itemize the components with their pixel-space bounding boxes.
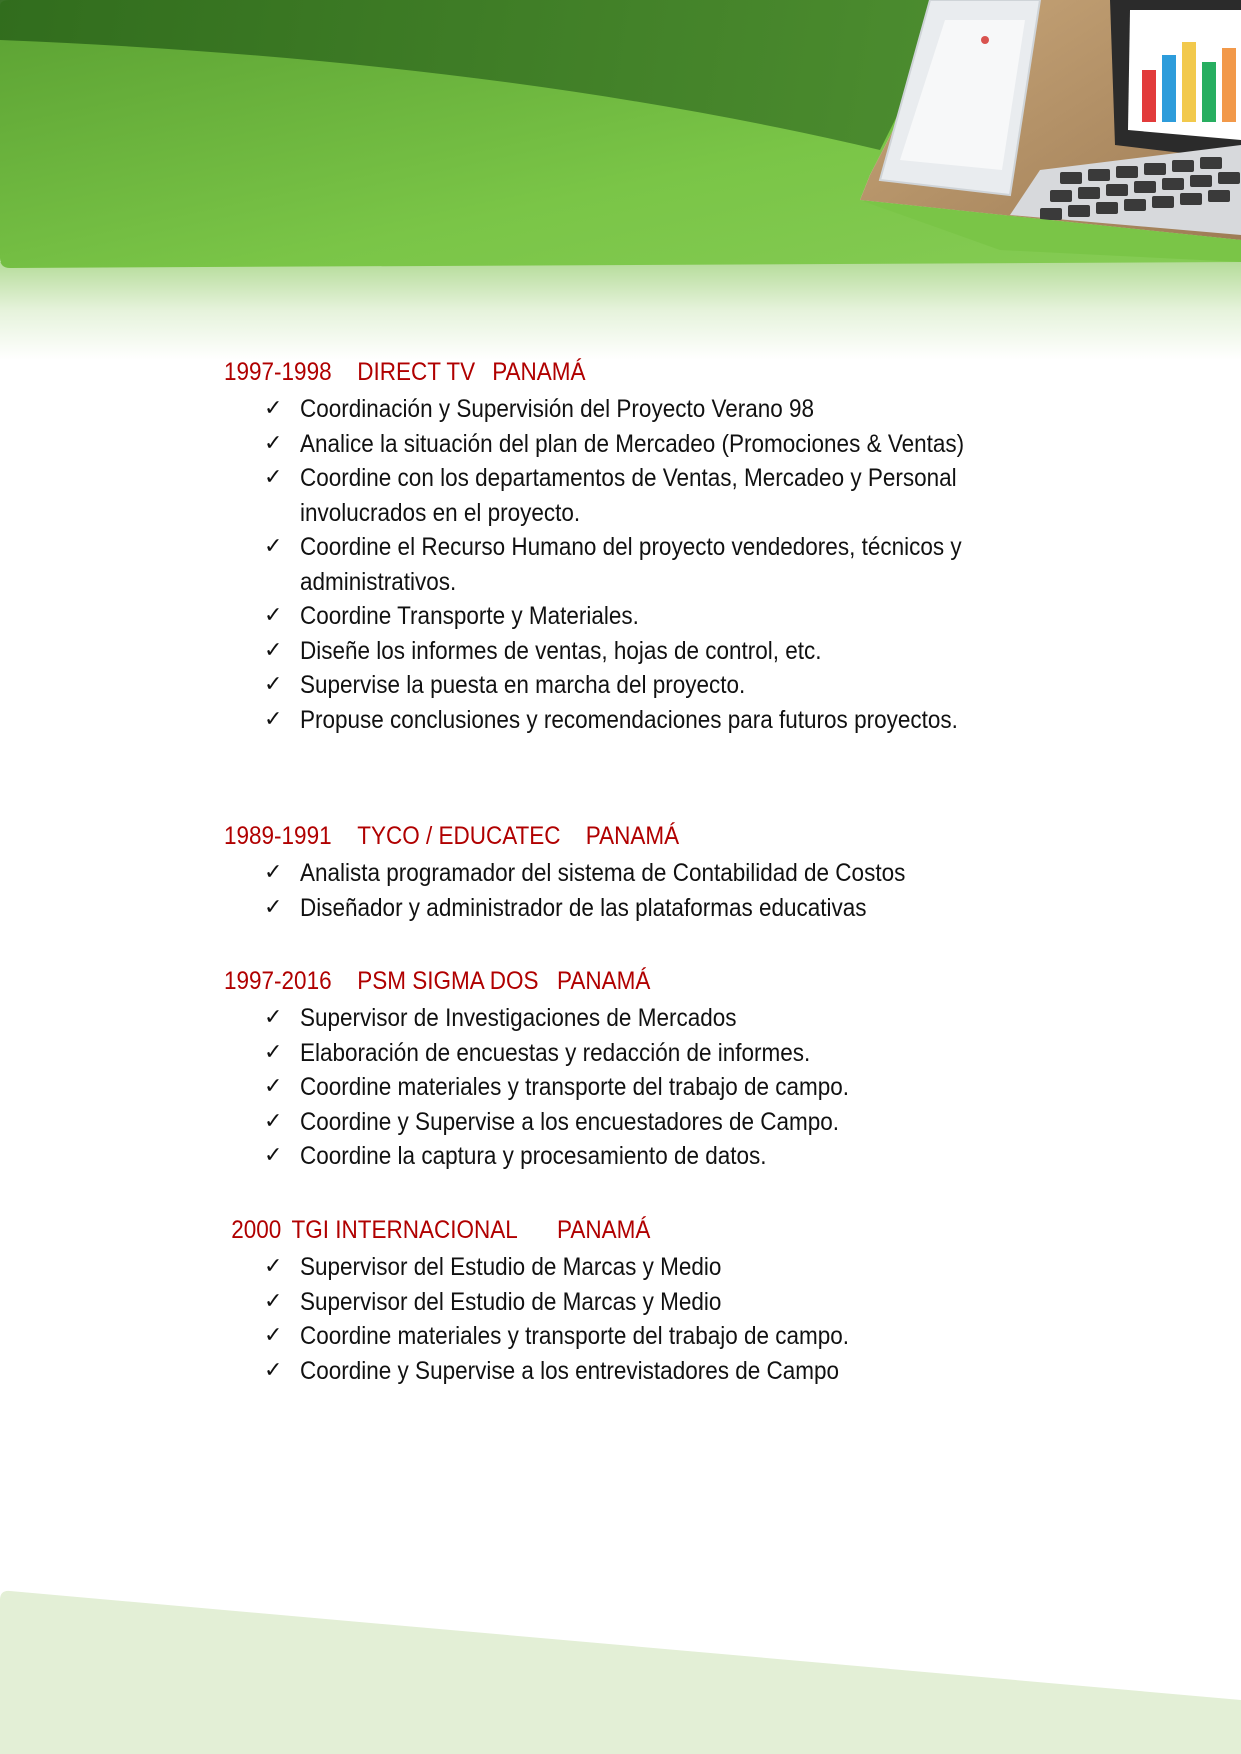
section-location: PANAMÁ [557,1216,651,1244]
list-item: ✓ Diseñador y administrador de las plataformas educativas [224,891,1124,926]
bullet-list [224,392,1124,737]
footer-band [0,1590,1241,1754]
checkmark-icon: ✓ [264,1108,283,1134]
section-year: 1989-1991 [224,822,332,850]
section-company: TGI INTERNACIONAL [291,1216,518,1244]
section-location: PANAMÁ [557,967,651,995]
checkmark-icon: ✓ [264,1074,283,1099]
list-item: ✓ Propuse conclusiones y recomendaciones para futuros proyectos. [224,703,1124,738]
section-company: PSM SIGMA DOS [357,967,539,995]
checkmark-icon: ✓ [264,1143,283,1168]
bullet-list [224,1250,1124,1388]
section-company: DIRECT TV [357,358,476,386]
experience-section [224,1210,1124,1388]
bullet-list [224,1001,1124,1174]
checkmark-icon: ✓ [264,465,283,490]
section-heading [224,961,1034,1001]
checkmark-icon: ✓ [264,1254,283,1279]
checkmark-icon: ✓ [264,672,283,697]
checkmark-icon: ✓ [264,637,283,663]
list-item: ✓ Coordinación y Supervisión del Proyecto Verano 98 [224,392,1124,427]
checkmark-icon: ✓ [264,706,283,732]
checkmark-icon: ✓ [264,534,283,559]
section-heading [224,352,1034,392]
list-item: ✓ Supervisor de Investigaciones de Mercados [224,1001,1124,1036]
checkmark-icon: ✓ [264,396,283,421]
checkmark-icon: ✓ [264,1323,283,1348]
checkmark-icon: ✓ [264,1005,283,1030]
section-year: 1997-2016 [224,967,332,995]
list-item: ✓ Coordine Transporte y Materiales. [224,599,1124,634]
section-heading [224,1210,1034,1250]
list-item: ✓ Supervisor del Estudio de Marcas y Medio [224,1250,1124,1285]
checkmark-icon: ✓ [264,1288,283,1314]
checkmark-icon: ✓ [264,430,283,456]
checkmark-icon: ✓ [264,894,283,920]
list-item: ✓ Coordine la captura y procesamiento de datos. [224,1139,1124,1174]
list-item: ✓ Coordine materiales y transporte del trabajo de campo. [224,1070,1124,1105]
section-heading [224,816,1034,856]
list-item: ✓ Supervisor del Estudio de Marcas y Medio [224,1285,1124,1320]
checkmark-icon: ✓ [264,1039,283,1065]
section-year: 2000 [231,1216,282,1244]
experience-section [224,816,1124,925]
list-item: ✓ Elaboración de encuestas y redacción de informes. [224,1036,1124,1071]
header-banner [0,0,1241,360]
list-item: ✓ Coordine con los departamentos de Ventas, Mercadeo y Personal involucrados en el proyecto. [224,461,1124,530]
bullet-list [224,856,1124,925]
list-item: ✓ Diseñe los informes de ventas, hojas de control, etc. [224,634,1124,669]
section-location: PANAMÁ [492,358,586,386]
experience-section [224,352,1124,737]
section-company: TYCO / EDUCATEC [357,822,561,850]
list-item: ✓ Coordine el Recurso Humano del proyecto vendedores, técnicos y administrativos. [224,530,1124,599]
checkmark-icon: ✓ [264,603,283,628]
list-item: ✓ Coordine y Supervise a los encuestadores de Campo. [224,1105,1124,1140]
section-location: PANAMÁ [585,822,680,850]
section-year: 1997-1998 [224,358,332,386]
list-item: ✓ Analista programador del sistema de Contabilidad de Costos [224,856,1124,891]
checkmark-icon: ✓ [264,860,283,885]
checkmark-icon: ✓ [264,1357,283,1383]
list-item: ✓ Analice la situación del plan de Mercadeo (Promociones & Ventas) [224,427,1124,462]
list-item: ✓ Coordine y Supervise a los entrevistadores de Campo [224,1354,1124,1389]
list-item: ✓ Coordine materiales y transporte del trabajo de campo. [224,1319,1124,1354]
experience-section [224,961,1124,1174]
list-item: ✓ Supervise la puesta en marcha del proyecto. [224,668,1124,703]
